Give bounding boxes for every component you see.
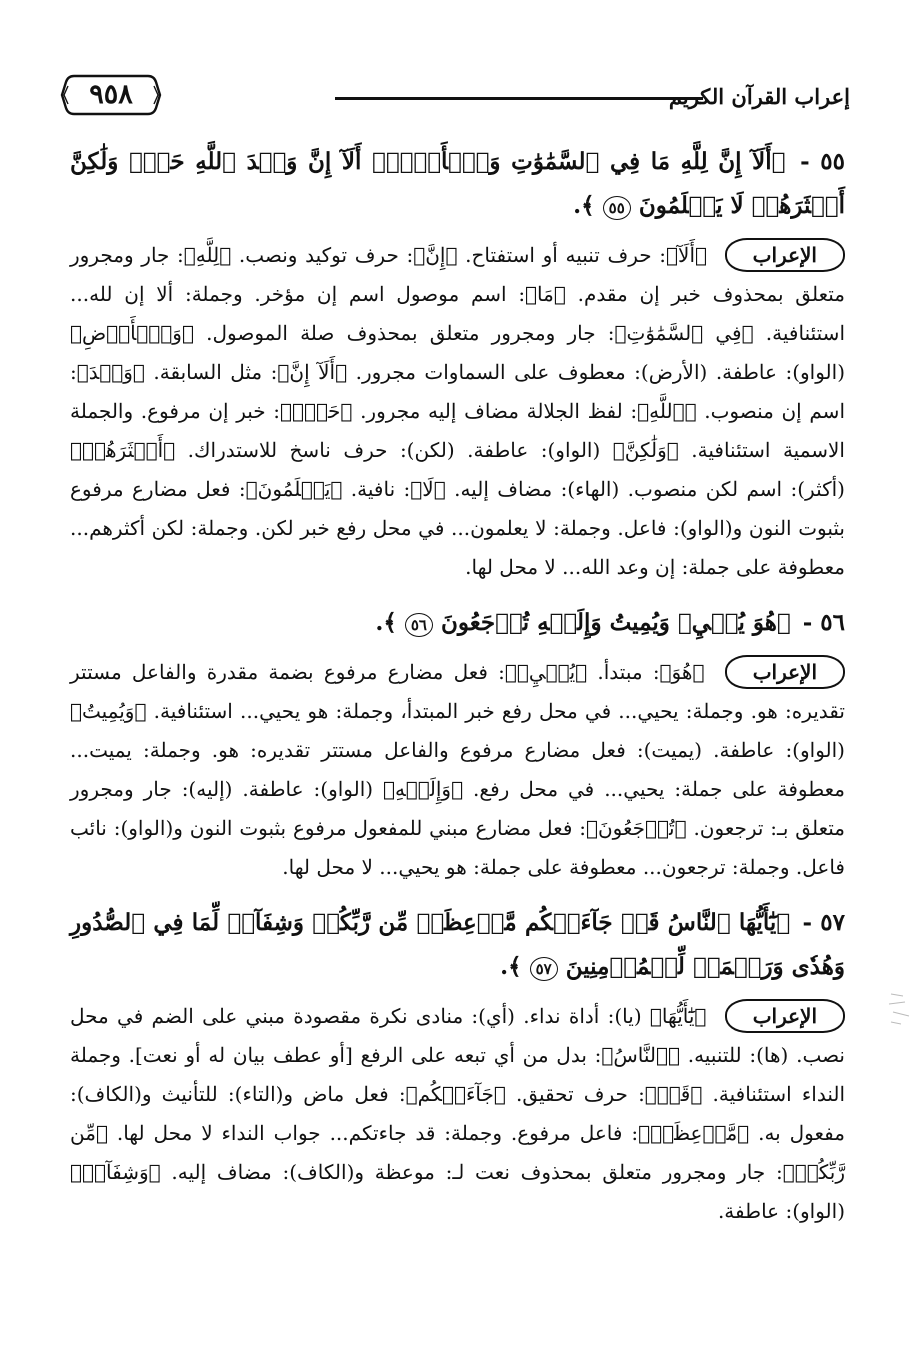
verse-text: ﴿أَلَآ إِنَّ لِلَّهِ مَا فِي ٱلسَّمَٰوَٰتِ وَٱلۡأَرۡضِۗ أَلَآ إِنَّ وَعۡدَ ٱللَّهِ حَقّٞ وَلَٰكِنَّ أَكۡثَرَهُمۡ لَا يَعۡلَمُونَ <box>70 148 845 219</box>
irab-paragraph <box>70 236 845 587</box>
irab-label: الإعراب <box>725 655 845 689</box>
page-number: ٩٥٨ <box>89 79 133 110</box>
verse-number-circle: ٥٧ <box>530 957 558 981</box>
verse-number: ٥٧ - <box>802 909 845 936</box>
verse-text: ﴿يَٰٓأَيُّهَا ٱلنَّاسُ قَدۡ جَآءَتۡكُم مَّوۡعِظَةٞ مِّن رَّبِّكُمۡ وَشِفَآءٞ لِّمَا فِي ٱلصُّدُورِ وَهُدٗى وَرَحۡمَةٞ لِّلۡمُؤۡمِنِينَ <box>70 909 845 980</box>
verse-text: ﴿هُوَ يُحۡيِۦ وَيُمِيتُ وَإِلَيۡهِ تُرۡجَعُونَ <box>441 609 791 636</box>
page-number-frame <box>60 74 162 116</box>
margin-scribble-icon <box>885 990 915 1030</box>
verse-number: ٥٦ - <box>802 609 845 636</box>
page-content <box>70 140 845 1245</box>
verse-line <box>70 601 845 645</box>
page-header <box>60 72 850 132</box>
verse-end-mark: ﴾. <box>500 953 522 980</box>
verse-number-circle: ٥٦ <box>405 613 433 637</box>
verse-end-mark: ﴾. <box>573 192 595 219</box>
irab-label: الإعراب <box>725 238 845 272</box>
verse-line <box>70 901 845 989</box>
header-rule <box>335 97 703 100</box>
verse-number: ٥٥ - <box>800 148 845 175</box>
verse-number-circle: ٥٥ <box>603 196 631 220</box>
irab-text: ﴿أَلَآ﴾: حرف تنبيه أو استفتاح. ﴿إِنَّ﴾: حرف توكيد ونصب. ﴿لِلَّهِ﴾: جار ومجرور متعلق بمحذوف خبر إن مقدم. ﴿مَا﴾: اسم موصول اسم إن مؤخر. وجملة: ألا إن لله... استئنافية. ﴿فِي ٱلسَّمَٰوَٰتِ﴾: جار ومجرور متعلق بمحذوف صلة الموصول. ﴿وَٱلۡأَرۡضِ﴾ (الواو): عاطفة. (الأرض): معطوف على السماوات مجرور. ﴿أَلَآ إِنَّ﴾: مثل السابقة. ﴿وَعۡدَ﴾: اسم إن منصوب. ﴿ٱللَّهِ﴾: لفظ الجلالة مضاف إليه مجرور. ﴿حَقّٞ﴾: خبر إن مرفوع. والجملة الاسمية استئنافية. ﴿وَلَٰكِنَّ﴾ (الواو): عاطفة. (لكن): حرف ناسخ للاستدراك. ﴿أَكۡثَرَهُمۡ﴾ (أكثر): اسم لكن منصوب. (الهاء): مضاف إليه. ﴿لَا﴾: نافية. ﴿يَعۡلَمُونَ﴾: فعل مضارع مرفوع بثبوت النون و(الواو): فاعل. وجملة: لا يعلمون... في محل رفع خبر لكن. وجملة: لكن أكثرهم... معطوفة على جملة: إن وعد الله... لا محل لها. <box>70 243 846 579</box>
irab-label: الإعراب <box>725 999 845 1033</box>
irab-text: ﴿هُوَ﴾: مبتدأ. ﴿يُحۡيِۦ﴾: فعل مضارع مرفوع بضمة مقدرة والفاعل مستتر تقديره: هو. وجملة: يحيي... في محل رفع خبر المبتدأ، وجملة: هو يحيي... استئنافية. ﴿وَيُمِيتُ﴾ (الواو): عاطفة. (يميت): فعل مضارع مرفوع والفاعل مستتر تقديره: هو. وجملة: يميت... معطوفة على جملة: يحيي... في محل رفع. ﴿وَإِلَيۡهِ﴾ (الواو): عاطفة. (إليه): جار ومجرور متعلق بـ: ترجعون. ﴿تُرۡجَعُونَ﴾: فعل مضارع مبني للمفعول مرفوع بثبوت النون و(الواو): نائب فاعل. وجملة: ترجعون... معطوفة على جملة: هو يحيي... لا محل لها. <box>70 660 845 879</box>
verse-end-mark: ﴾. <box>375 609 397 636</box>
verse-line <box>70 140 845 228</box>
irab-paragraph <box>70 997 845 1231</box>
book-title: إعراب القرآن الكريم <box>668 84 850 109</box>
irab-paragraph <box>70 653 845 887</box>
irab-text: ﴿يَٰٓأَيُّهَا﴾ (يا): أداة نداء. (أي): منادى نكرة مقصودة مبني على الضم في محل نصب. (ها): للتنبيه. ﴿ٱلنَّاسُ﴾: بدل من أي تبعه على الرفع [أو عطف بيان له أو نعت]. وجملة النداء استئنافية. ﴿قَدۡ﴾: حرف تحقيق. ﴿جَآءَتۡكُم﴾: فعل ماض و(التاء): للتأنيث و(الكاف): مفعول به. ﴿مَّوۡعِظَةٞ﴾: فاعل مرفوع. وجملة: قد جاءتكم... جواب النداء لا محل لها. ﴿مِّن رَّبِّكُمۡ﴾: جار ومجرور متعلق بمحذوف نعت لـ: موعظة و(الكاف): مضاف إليه. ﴿وَشِفَآءٞ﴾ (الواو): عاطفة. <box>70 1004 845 1223</box>
